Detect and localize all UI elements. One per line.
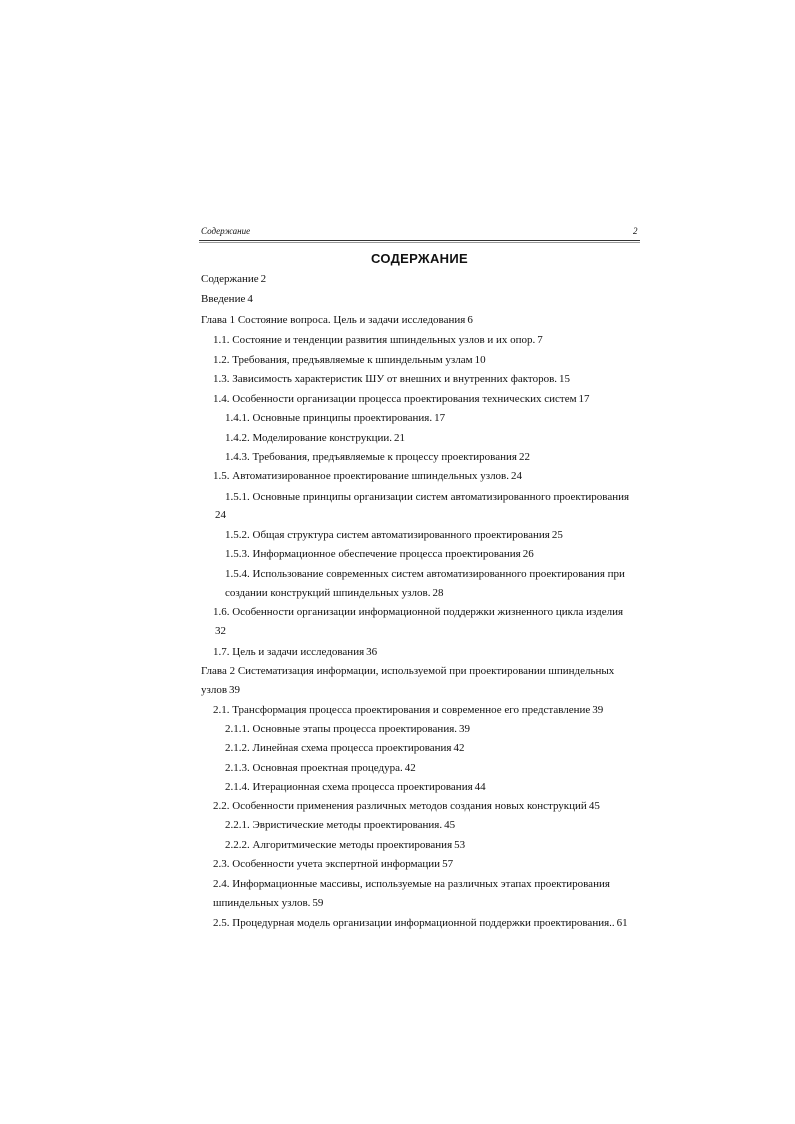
toc-entry-page: 15 <box>559 373 571 385</box>
toc-entry-page: 28 <box>432 587 444 599</box>
toc-entry-title: 1.5.1. Основные принципы организации систем автоматизированного проектирования <box>225 491 630 503</box>
toc-entry-page: 22 <box>518 451 530 463</box>
toc-entry-page: 39 <box>229 684 241 696</box>
toc-entry-page: 25 <box>551 529 563 541</box>
toc-entry-title: 1.5.2. Общая структура систем автоматизированного проектирования <box>225 529 550 541</box>
toc-entry-title: 2.5. Процедурная модель организации информационной поддержки проектирования.. <box>213 917 615 929</box>
toc-entry-title: узлов <box>201 684 228 696</box>
toc-entry-title: шпиндельных узлов. <box>213 897 311 909</box>
toc-entry-title: 1.5.4. Использование современных систем автоматизированного проектирования при <box>225 568 625 580</box>
toc-entry-title: 1.4.1. Основные принципы проектирования. <box>225 412 433 424</box>
toc-entry-title: Содержание <box>201 273 259 285</box>
toc-entry-title: 1.5. Автоматизированное проектирование шпиндельных узлов. <box>213 470 510 482</box>
toc-entry-title: 1.6. Особенности организации информационной поддержки жизненного цикла изделия <box>213 606 624 618</box>
toc-entry-title: создании конструкций шпиндельных узлов. <box>225 587 431 599</box>
toc-entry-page: 24 <box>511 470 523 482</box>
toc-entry-title: 2.1.2. Линейная схема процесса проектирования <box>225 742 452 754</box>
toc-entry-title: Глава 1 Состояние вопроса. Цель и задачи исследования <box>201 314 466 326</box>
header-rule-thin <box>199 242 640 243</box>
header-rule <box>199 240 640 241</box>
toc-entry-title: Глава 2 Систематизация информации, используемой при проектировании шпиндельных <box>201 665 615 677</box>
toc-entry-page: 2 <box>260 273 267 285</box>
toc-entry-title: 1.5.3. Информационное обеспечение процесса проектирования <box>225 548 521 560</box>
toc-entry-page: 26 <box>522 548 534 560</box>
page-title: СОДЕРЖАНИЕ <box>371 251 468 266</box>
toc-entry-title: 1.1. Состояние и тенденции развития шпиндельных узлов и их опор. <box>213 334 536 346</box>
toc-entry-page: 59 <box>312 897 324 909</box>
toc-entry-title: 2.2. Особенности применения различных методов создания новых конструкций <box>213 800 587 812</box>
toc-entry-page: 32 <box>215 625 226 637</box>
toc-entry-title: 1.7. Цель и задачи исследования <box>213 646 365 658</box>
toc-entry-page: 39 <box>459 723 471 735</box>
toc-entry-title: 2.1.1. Основные этапы процесса проектирования. <box>225 723 458 735</box>
toc-entry-page: 10 <box>474 354 486 366</box>
toc-entry-page: 61 <box>616 917 628 929</box>
running-header-title: Содержание <box>201 226 251 236</box>
toc-entry-title: 1.4.3. Требования, предъявляемые к процессу проектирования <box>225 451 517 463</box>
toc-entry-title: Введение <box>201 293 246 305</box>
toc-entry-page: 39 <box>592 704 604 716</box>
toc-entry-title: 2.2.2. Алгоритмические методы проектирования <box>225 839 453 851</box>
toc-entry-page: 24 <box>215 509 226 521</box>
toc-entry-title: 1.3. Зависимость характеристик ШУ от внешних и внутренних факторов. <box>213 373 558 385</box>
toc-entry-title: 2.4. Информационные массивы, используемые на различных этапах проектирования <box>213 878 610 890</box>
toc-entry-page: 57 <box>442 858 454 870</box>
toc-entry-page: 17 <box>434 412 446 424</box>
toc-entry-page: 4 <box>247 293 253 305</box>
toc-entry-page: 21 <box>394 432 405 444</box>
toc-entry-title: 2.3. Особенности учета экспертной информации <box>213 858 441 870</box>
toc-entry-title: 2.2.1. Эвристические методы проектирования. <box>225 819 443 831</box>
toc-entry-page: 45 <box>444 819 456 831</box>
toc-entry-page: 6 <box>467 314 473 326</box>
toc-entry-title: 2.1.3. Основная проектная процедура. <box>225 762 403 774</box>
toc-entry-page: 7 <box>537 334 543 346</box>
running-header-page-number: 2 <box>633 226 638 236</box>
toc-entry-title: 1.2. Требования, предъявляемые к шпиндельным узлам <box>213 354 473 366</box>
toc-entry-page: 17 <box>578 393 590 405</box>
toc-entry-title: 2.1. Трансформация процесса проектирования и современное его представление <box>213 704 591 716</box>
toc-entry-page: 44 <box>474 781 486 793</box>
toc-entry-page: 42 <box>453 742 465 754</box>
toc-entry-page: 42 <box>404 762 416 774</box>
toc-entry-page: 36 <box>366 646 378 658</box>
toc-entry-title: 1.4. Особенности организации процесса проектирования технических систем <box>213 393 577 405</box>
toc-entry-title: 2.1.4. Итерационная схема процесса проектирования <box>225 781 473 793</box>
toc-entry-title: 1.4.2. Моделирование конструкции. <box>225 432 392 444</box>
toc-entry-page: 45 <box>588 800 600 812</box>
toc-entry-page: 53 <box>454 839 466 851</box>
